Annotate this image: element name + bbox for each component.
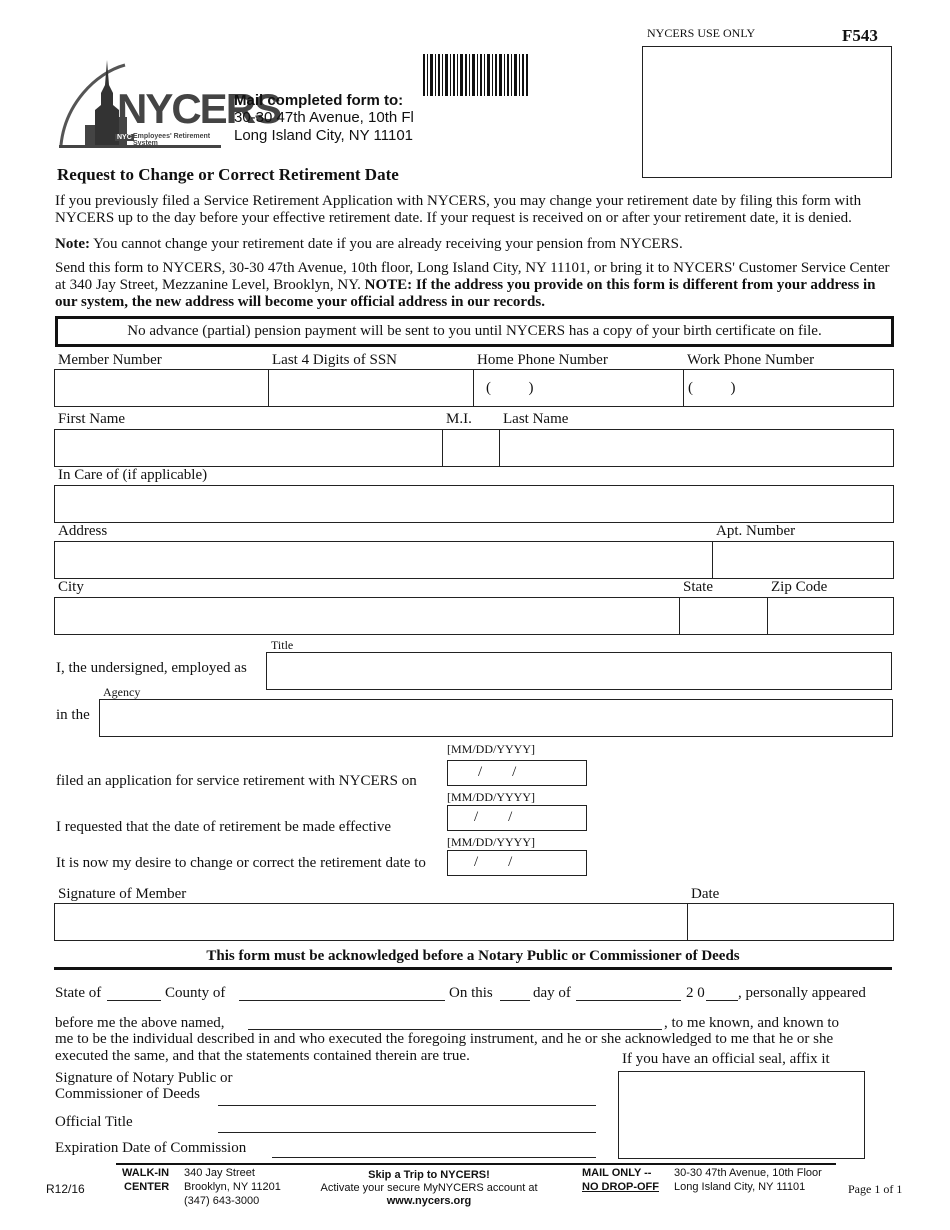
year-field[interactable]: [706, 1000, 738, 1001]
last-name-label: Last Name: [503, 411, 569, 427]
seal-label: If you have an official seal, affix it: [622, 1051, 830, 1067]
note-label: Note:: [55, 236, 90, 252]
year-prefix: 2 0: [686, 985, 705, 1001]
desire-date-field[interactable]: [447, 850, 587, 876]
notary-divider: [54, 967, 892, 970]
member-number-field[interactable]: [54, 369, 270, 407]
walkin-addr-3: (347) 643-3000: [184, 1195, 260, 1207]
first-name-label: First Name: [58, 411, 126, 427]
footer-rule: [116, 1163, 836, 1165]
notary-sig-label-1: Signature of Notary Public or: [55, 1070, 233, 1086]
intro-paragraph: If you previously filed a Service Retirement Application with NYCERS, you may change your retirement date by filing this form with NYCERS up to the day before your effective retirement date. If your request is received on or after your retirement date, it is denied.: [55, 193, 862, 226]
page-title: Request to Change or Correct Retirement Date: [57, 165, 399, 184]
home-phone-parens: ( ): [486, 380, 534, 396]
signature-label: Signature of Member: [58, 886, 187, 902]
state-field[interactable]: [679, 597, 769, 635]
mail-heading: Mail completed form to:: [234, 92, 404, 109]
care-of-field[interactable]: [54, 485, 894, 523]
notary-line3: me to be the individual described in and who executed the foregoing instrument, and he or she acknowledged to me that he or she: [55, 1031, 834, 1047]
use-only-label: NYCERS USE ONLY: [647, 26, 756, 40]
county-of-label: County of: [165, 985, 226, 1001]
member-number-label: Member Number: [58, 352, 162, 368]
mail-only-label-2: NO DROP-OFF: [582, 1181, 659, 1193]
date-format-2: [MM/DD/YYYY]: [447, 790, 535, 804]
known-label: , to me known, and known to: [664, 1015, 839, 1031]
logo-subtitle: Employees' Retirement System: [133, 133, 211, 147]
notary-heading: This form must be acknowledged before a Notary Public or Commissioner of Deeds: [206, 948, 740, 964]
address-label: Address: [58, 523, 108, 539]
official-title-label: Official Title: [55, 1114, 133, 1130]
apt-label: Apt. Number: [716, 523, 796, 539]
title-small-label: Title: [271, 638, 294, 652]
walkin-label-1: WALK-IN: [122, 1167, 170, 1179]
day-of-label: day of: [533, 985, 571, 1001]
send-bold: NOTE: If the address you provide on this form is different from your address in our system, the new address will become your official address in our records.: [55, 277, 876, 310]
zip-field[interactable]: [767, 597, 894, 635]
care-of-label: In Care of (if applicable): [58, 467, 208, 483]
signature-field[interactable]: [54, 903, 689, 941]
agency-small-label: Agency: [103, 685, 141, 699]
filed-date-field[interactable]: [447, 760, 587, 786]
apt-field[interactable]: [712, 541, 894, 579]
state-of-field[interactable]: [107, 1000, 161, 1001]
county-of-field[interactable]: [239, 1000, 445, 1001]
requested-date-slashes: / /: [474, 809, 513, 825]
mail-line1: 30-30 47th Avenue, 10th Fl: [234, 109, 414, 126]
send-paragraph: [55, 260, 895, 311]
advance-notice-text: No advance (partial) pension payment will be sent to you until NYCERS has a copy of your birth certificate on file.: [127, 323, 822, 339]
before-me-label: before me the above named,: [55, 1015, 225, 1031]
skip-trip-heading: Skip a Trip to NYCERS!: [368, 1169, 490, 1181]
mail-line2: Long Island City, NY 11101: [234, 127, 414, 144]
state-label: State: [683, 579, 713, 595]
desire-label: It is now my desire to change or correct the retirement date to: [56, 855, 426, 871]
mail-addr-1: 30-30 47th Avenue, 10th Floor: [674, 1167, 822, 1179]
form-code: F543: [842, 26, 878, 45]
in-the-label: in the: [56, 707, 90, 723]
walkin-addr-1: 340 Jay Street: [184, 1167, 255, 1179]
mi-label: M.I.: [446, 411, 472, 427]
requested-label: I requested that the date of retirement be made effective: [56, 819, 391, 835]
day-field[interactable]: [500, 1000, 530, 1001]
zip-label: Zip Code: [771, 579, 828, 595]
note-paragraph: [55, 236, 895, 253]
signature-date-field[interactable]: [687, 903, 894, 941]
walkin-addr-2: Brooklyn, NY 11201: [184, 1181, 281, 1193]
work-phone-label: Work Phone Number: [687, 352, 815, 368]
desire-date-slashes: / /: [474, 854, 513, 870]
undersigned-label: I, the undersigned, employed as: [56, 660, 247, 676]
logo-nyc: NYC: [117, 134, 132, 141]
city-field[interactable]: [54, 597, 681, 635]
last-name-field[interactable]: [499, 429, 894, 467]
ssn-field[interactable]: [268, 369, 475, 407]
work-phone-parens: ( ): [688, 380, 736, 396]
barcode: [423, 54, 529, 101]
requested-date-field[interactable]: [447, 805, 587, 831]
date-label: Date: [691, 886, 720, 902]
home-phone-field[interactable]: [473, 369, 685, 407]
revision-code: R12/16: [46, 1182, 85, 1196]
on-this-label: On this: [449, 985, 493, 1001]
send-text: Send this form to NYCERS, 30-30 47th Avenue, 10th floor, Long Island City, NY 11101, or bring it to NYCERS' Customer Service Center at 340 Jay Street, Mezzanine Level, Brooklyn, NY.: [55, 260, 890, 293]
expiration-label: Expiration Date of Commission: [55, 1140, 247, 1156]
home-phone-label: Home Phone Number: [477, 352, 608, 368]
expiration-field[interactable]: [272, 1157, 596, 1158]
note-text: You cannot change your retirement date if you are already receiving your pension from NYCERS.: [89, 236, 683, 252]
walkin-label-2: CENTER: [124, 1181, 170, 1193]
personally-label: , personally appeared: [738, 985, 866, 1001]
skip-trip-text: Activate your secure MyNYCERS account at: [320, 1182, 538, 1194]
month-field[interactable]: [576, 1000, 681, 1001]
notary-line4: executed the same, and that the statements contained therein are true.: [55, 1048, 470, 1064]
date-format-1: [MM/DD/YYYY]: [447, 742, 535, 756]
address-field[interactable]: [54, 541, 714, 579]
named-field[interactable]: [248, 1029, 662, 1030]
title-field[interactable]: [266, 652, 892, 690]
seal-box: [618, 1071, 865, 1159]
use-only-box: [642, 46, 892, 178]
nycers-website-link[interactable]: www.nycers.org: [386, 1195, 472, 1207]
filed-date-slashes: / /: [478, 764, 517, 780]
agency-field[interactable]: [99, 699, 893, 737]
ssn-label: Last 4 Digits of SSN: [272, 352, 398, 368]
work-phone-field[interactable]: [683, 369, 894, 407]
first-name-field[interactable]: [54, 429, 444, 467]
barcode-icon: [423, 54, 529, 96]
notary-sig-label-2: Commissioner of Deeds: [55, 1086, 200, 1102]
notary-signature-field[interactable]: [218, 1105, 596, 1106]
official-title-field[interactable]: [218, 1132, 596, 1133]
advance-notice: [55, 316, 894, 347]
page-number: Page 1 of 1: [848, 1182, 903, 1196]
logo-brand: NYCERS: [117, 85, 281, 132]
mail-only-label-1: MAIL ONLY --: [582, 1167, 652, 1179]
state-of-label: State of: [55, 985, 102, 1001]
filed-label: filed an application for service retirement with NYCERS on: [56, 773, 417, 789]
mail-addr-2: Long Island City, NY 11101: [674, 1181, 806, 1193]
date-format-3: [MM/DD/YYYY]: [447, 835, 535, 849]
mi-field[interactable]: [442, 429, 501, 467]
nycers-logo: [55, 55, 281, 150]
city-label: City: [58, 579, 84, 595]
